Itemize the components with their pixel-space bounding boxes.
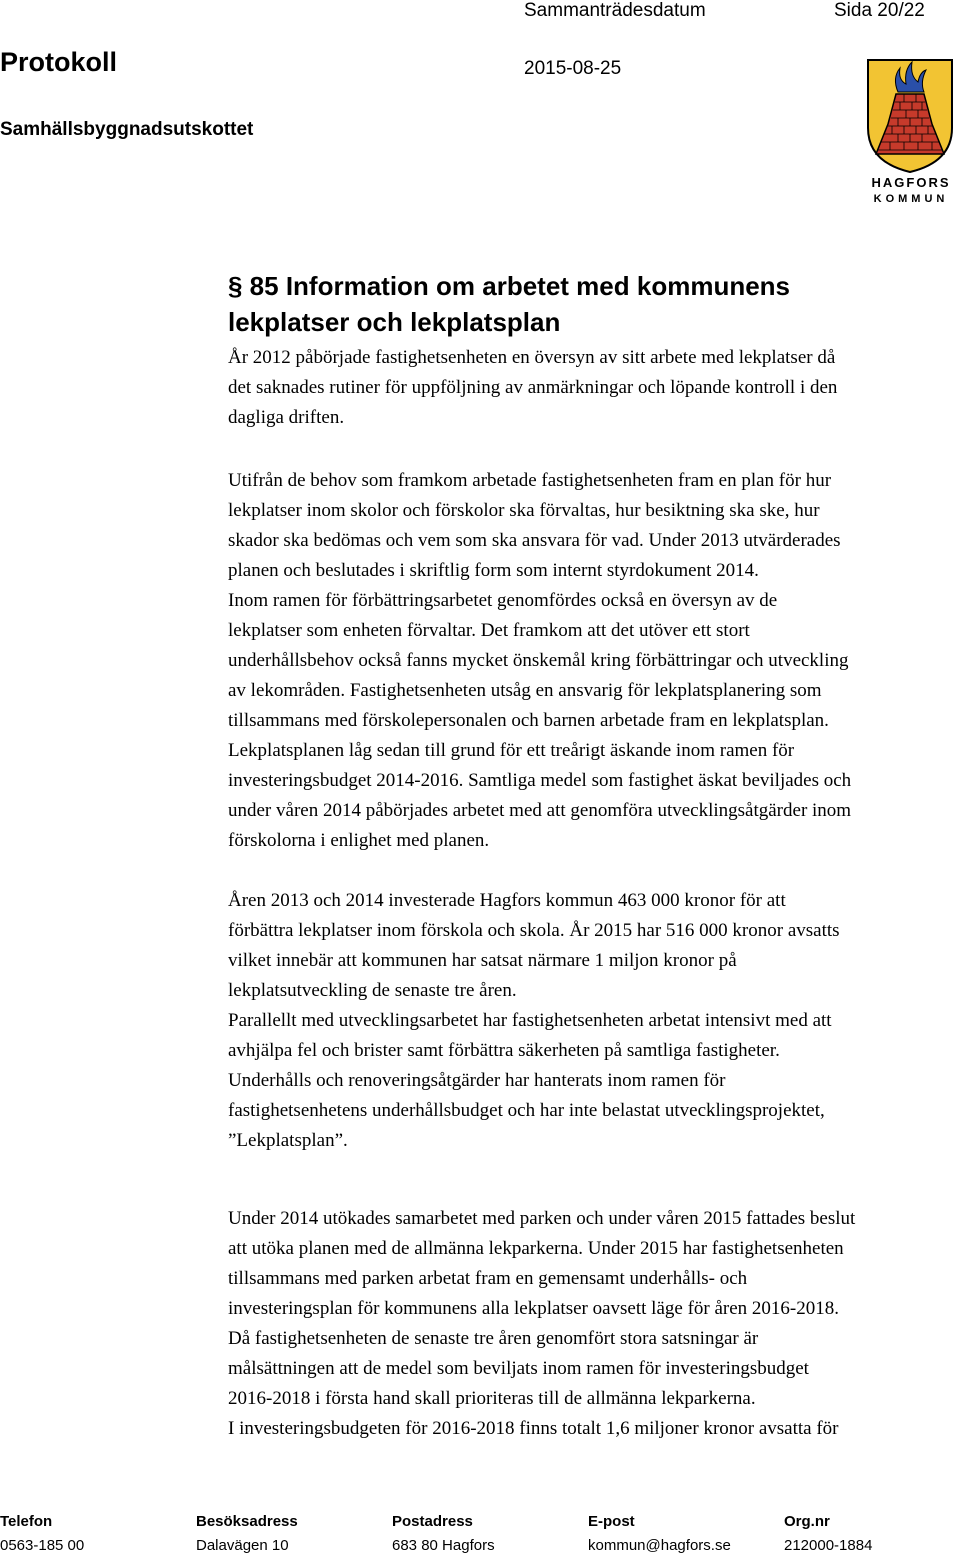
paragraph-line: Under 2014 utökades samarbetet med parken och under våren 2015 fattades beslut (228, 1208, 856, 1229)
footer-label: Telefon (0, 1513, 53, 1530)
paragraph-line: under våren 2014 påbörjades arbetet med att genomföra utvecklingsåtgärder inom (228, 800, 852, 821)
paragraph-line: 2016-2018 i första hand skall prioriteras till de allmänna lekparkerna. (228, 1388, 756, 1409)
paragraph-line: avhjälpa fel och brister samt förbättra säkerheten på samtliga fastigheter. (228, 1040, 780, 1061)
paragraph-line: Utifrån de behov som framkom arbetade fastighetsenheten fram en plan för hur (228, 470, 832, 491)
paragraph-line: lekplatsutveckling de senaste tre åren. (228, 980, 517, 1001)
paragraph-line: tillsammans med förskolepersonalen och barnen arbetade fram en lekplatsplan. (228, 710, 829, 731)
paragraph-line: År 2012 påbörjade fastighetsenheten en översyn av sitt arbete med lekplatser då (228, 347, 836, 368)
section-heading-line: § 85 Information om arbetet med kommunens (228, 271, 791, 301)
paragraph (228, 1204, 960, 1444)
paragraph-line: ”Lekplatsplan”. (228, 1130, 348, 1151)
paragraph (228, 886, 960, 1156)
section-heading-line: lekplatser och lekplatsplan (228, 307, 561, 337)
paragraph-line: lekplatser som enheten förvaltar. Det framkom att det utöver ett stort (228, 620, 750, 641)
paragraph-line: lekplatser inom skolor och förskolor ska förvaltas, hur besiktning ska ske, hur (228, 500, 820, 521)
paragraph-line: Åren 2013 och 2014 investerade Hagfors kommun 463 000 kronor för att (228, 890, 786, 911)
paragraph-line: I investeringsbudgeten för 2016-2018 finns totalt 1,6 miljoner kronor avsatta för (228, 1418, 839, 1439)
paragraph-line: planen och beslutades i skriftlig form som internt styrdokument 2014. (228, 560, 759, 581)
footer-phone (0, 1510, 84, 1558)
page-footer (0, 1510, 960, 1561)
logo-text-line2: KOMMUN (873, 193, 949, 205)
footer-value: 683 80 Hagfors (392, 1537, 495, 1554)
footer-value: 212000-1884 (784, 1537, 873, 1554)
paragraph-line: fastighetsenhetens underhållsbudget och har inte belastat utvecklingsprojektet, (228, 1100, 825, 1121)
paragraph-line: av lekområden. Fastighetsenheten utsåg en ansvarig för lekplatsplanering som (228, 680, 822, 701)
paragraph-line: förskolorna i enlighet med planen. (228, 830, 490, 851)
paragraph-line: Lekplatsplanen låg sedan till grund för ett treårigt äskande inom ramen för (228, 740, 795, 761)
paragraph-line: dagliga driften. (228, 407, 345, 428)
paragraph-line: investeringsplan för kommunens alla lekplatser oavsett läge för åren 2016-2018. (228, 1298, 839, 1319)
paragraph-line: investeringsbudget 2014-2016. Samtliga medel som fastighet äskat beviljades och (228, 770, 852, 791)
logo-text-line1: HAGFORS (871, 175, 951, 190)
paragraph-line: målsättningen att de medel som beviljats inom ramen för investeringsbudget (228, 1358, 809, 1379)
paragraph-line: Parallellt med utvecklingsarbetet har fastighetsenheten arbetat intensivt med att (228, 1010, 832, 1031)
paragraph-line: Inom ramen för förbättringsarbetet genomfördes också en översyn av de (228, 590, 778, 611)
paragraph (228, 343, 960, 433)
footer-value: Dalavägen 10 (196, 1537, 289, 1554)
footer-label: E-post (588, 1513, 635, 1530)
footer-value: kommun@hagfors.se (588, 1537, 731, 1554)
paragraph-line: Då fastighetsenheten de senaste tre åren genomfört stora satsningar är (228, 1328, 759, 1349)
paragraph-line: underhållsbehov också fanns mycket önskemål kring förbättringar och utveckling (228, 650, 849, 671)
paragraph-line: skador ska bedömas och vem som ska ansvara för vad. Under 2013 utvärderades (228, 530, 841, 551)
page-number: Sida 20/22 (834, 0, 925, 21)
paragraph (228, 466, 960, 856)
paragraph-line: att utöka planen med de allmänna lekparkerna. Under 2015 har fastighetsenheten (228, 1238, 844, 1259)
footer-visiting-address (196, 1510, 298, 1558)
hagfors-kommun-logo (862, 58, 960, 206)
paragraph-line: förbättra lekplatser inom förskola och skola. År 2015 har 516 000 kronor avsatts (228, 920, 840, 941)
footer-label: Org.nr (784, 1513, 830, 1530)
footer-label: Postadress (392, 1513, 473, 1530)
document-title: Protokoll (0, 47, 118, 77)
meeting-date-label: Sammanträdesdatum (524, 0, 706, 21)
committee-name: Samhällsbyggnadsutskottet (0, 119, 254, 140)
paragraph-line: det saknades rutiner för uppföljning av anmärkningar och löpande kontroll i den (228, 377, 838, 398)
footer-email (588, 1510, 731, 1558)
footer-value: 0563-185 00 (0, 1537, 85, 1554)
section-heading (228, 268, 928, 340)
paragraph-line: vilket innebär att kommunen har satsat närmare 1 miljon kronor på (228, 950, 737, 971)
municipal-coat-of-arms-icon (862, 58, 960, 206)
footer-org-number (784, 1510, 872, 1558)
paragraph-line: Underhålls och renoveringsåtgärder har hanterats inom ramen för (228, 1070, 726, 1091)
footer-postal-address (392, 1510, 495, 1558)
paragraph-line: tillsammans med parken arbetat fram en gemensamt underhålls- och (228, 1268, 748, 1289)
meeting-date: 2015-08-25 (524, 58, 622, 79)
footer-label: Besöksadress (196, 1513, 298, 1530)
